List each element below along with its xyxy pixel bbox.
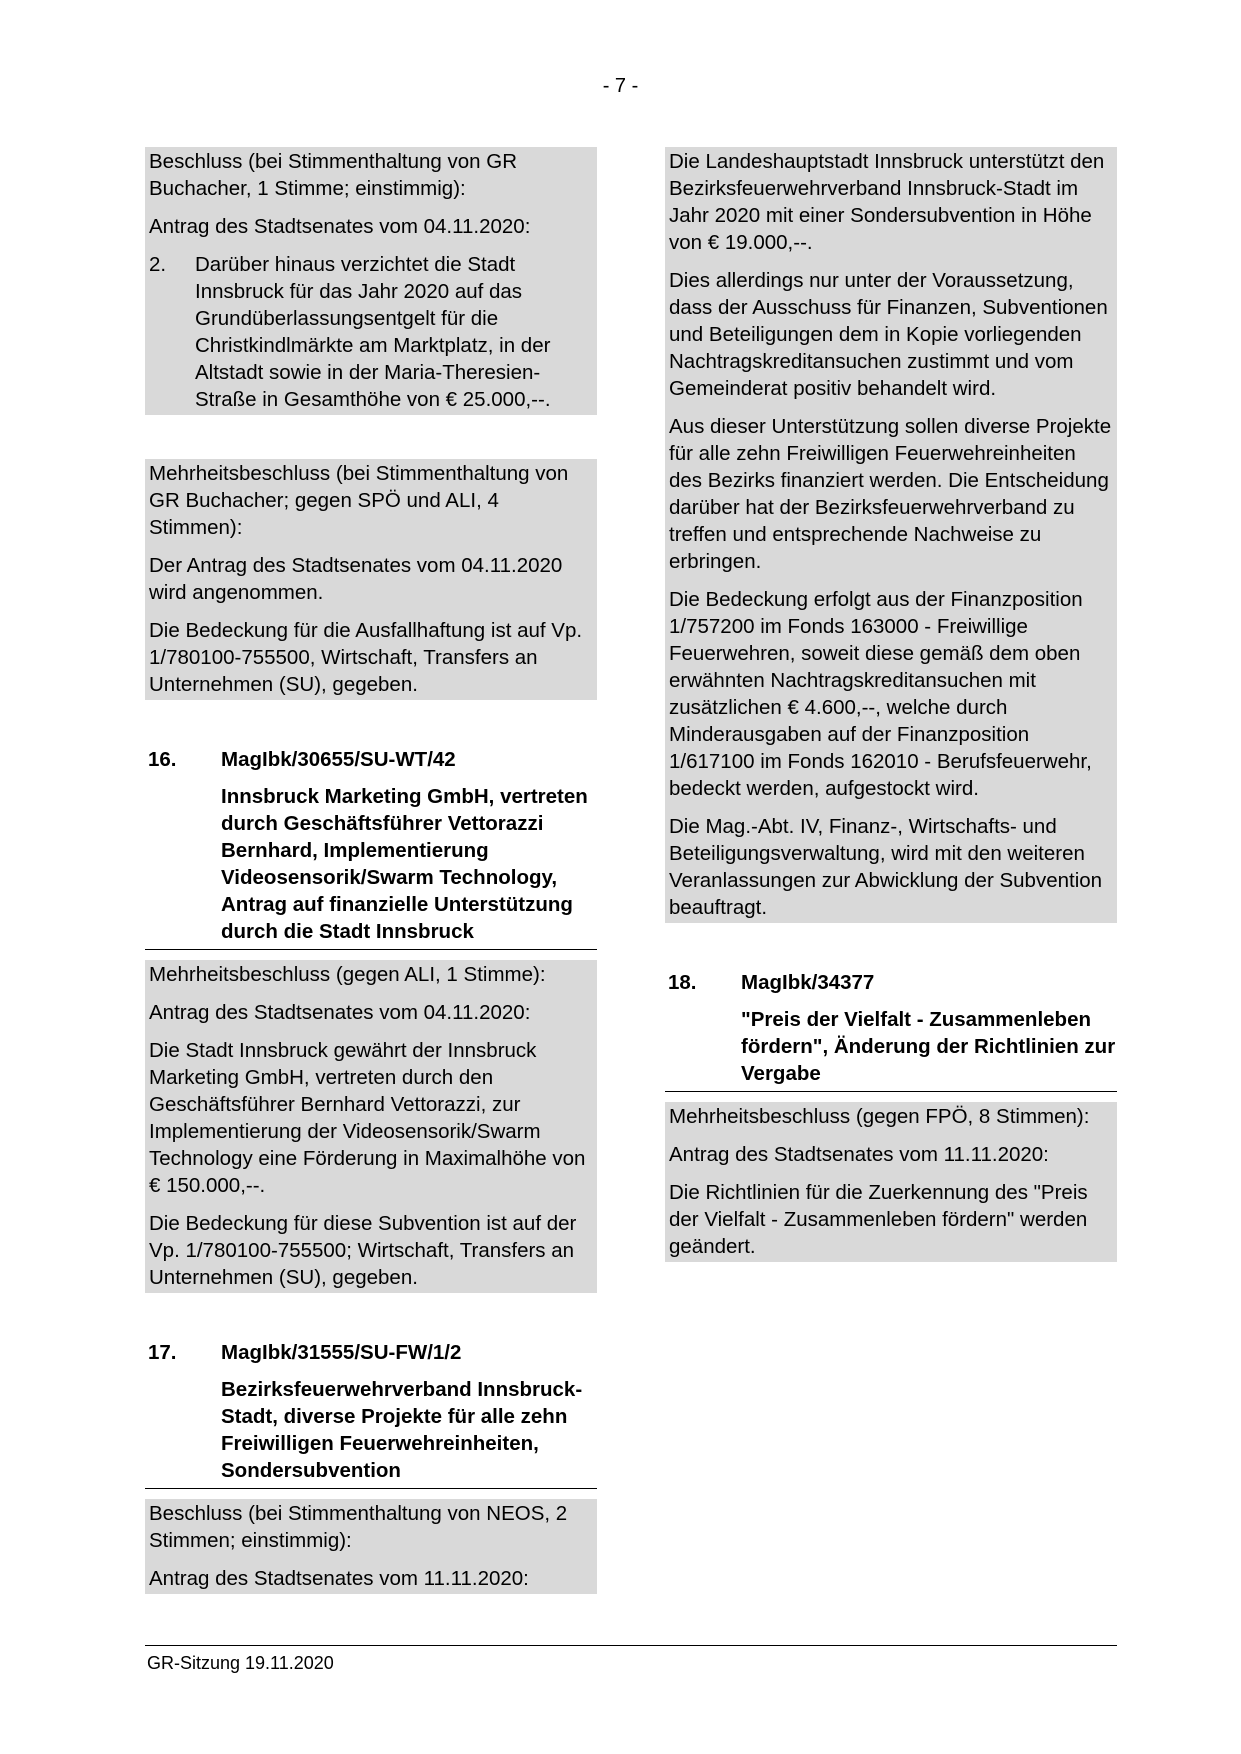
resolution-block <box>145 1499 597 1594</box>
section-number: 16. <box>148 748 177 771</box>
assignment-text: Die Mag.-Abt. IV, Finanz-, Wirtschafts- und Beteiligungsverwaltung, wird mit den weiteren Veranlassungen zur Abwicklung der Subvention beauftragt. <box>669 815 1103 919</box>
motion-text: Der Antrag des Stadtsenates vom 04.11.2020 wird angenommen. <box>149 554 563 604</box>
item-text: Darüber hinaus verzichtet die Stadt Innsbruck für das Jahr 2020 auf das Grundüberlassungsentgelt für die Christkindlmärkte am Marktplatz, in der Altstadt sowie in der Maria-Theresien-Straße in Gesamthöhe von € 25.000,--. <box>195 253 551 411</box>
motion-text: Die Landeshauptstadt Innsbruck unterstützt den Bezirksfeuerwehrverband Innsbruck-Stadt im Jahr 2020 mit einer Sondersubvention in Höhe von € 19.000,--. <box>669 150 1105 254</box>
left-column <box>145 147 597 1594</box>
resolution-block-ausfallhaftung <box>145 459 597 700</box>
section-title: Bezirksfeuerwehrverband Innsbruck-Stadt, diverse Projekte für alle zehn Freiwilligen Feuerwehreinheiten, Sondersubvention <box>145 1376 597 1489</box>
motion-date: Antrag des Stadtsenates vom 04.11.2020: <box>149 215 531 238</box>
section-code: MagIbk/30655/SU-WT/42 <box>221 748 456 771</box>
resolution-text: Beschluss (bei Stimmenthaltung von NEOS, 2 Stimmen; einstimmig): <box>149 1502 568 1552</box>
item-number: 2. <box>149 253 167 276</box>
section-code: MagIbk/31555/SU-FW/1/2 <box>221 1341 462 1364</box>
motion-date: Antrag des Stadtsenates vom 11.11.2020: <box>669 1143 1049 1166</box>
page-number: - 7 - <box>602 75 639 97</box>
section-title: Innsbruck Marketing GmbH, vertreten durch Geschäftsführer Vettorazzi Bernhard, Implementierung Videosensorik/Swarm Technology, Antrag auf finanzielle Unterstützung durch die Stadt Innsbruck <box>145 783 597 950</box>
section-16 <box>145 746 597 1293</box>
section-number: 17. <box>148 1341 177 1364</box>
section-code: MagIbk/34377 <box>741 971 875 994</box>
resolution-block <box>145 960 597 1293</box>
footer-text: GR-Sitzung 19.11.2020 <box>147 1653 334 1673</box>
section-heading <box>145 1339 597 1366</box>
motion-text: Die Richtlinien für die Zuerkennung des "Preis der Vielfalt - Zusammenleben fördern" werden geändert. <box>669 1181 1088 1258</box>
section-heading <box>145 746 597 773</box>
resolution-text: Mehrheitsbeschluss (bei Stimmenthaltung von GR Buchacher; gegen SPÖ und ALI, 4 Stimmen): <box>149 462 569 539</box>
motion-text: Die Stadt Innsbruck gewährt der Innsbruck Marketing GmbH, vertreten durch den Geschäftsführer Bernhard Vettorazzi, zur Implementierung der Videosensorik/Swarm Technology eine Förderung in Maximalhöhe von € 150.000,--. <box>149 1039 586 1197</box>
section-title: "Preis der Vielfalt - Zusammenleben fördern", Änderung der Richtlinien zur Vergabe <box>665 1006 1117 1092</box>
numbered-item <box>149 251 593 413</box>
right-column <box>665 147 1117 1262</box>
section-18 <box>665 969 1117 1262</box>
funding-text: Die Bedeckung für diese Subvention ist auf der Vp. 1/780100-755500; Wirtschaft, Transfers an Unternehmen (SU), gegeben. <box>149 1212 577 1289</box>
motion-date: Antrag des Stadtsenates vom 11.11.2020: <box>149 1567 529 1590</box>
funding-text: Die Bedeckung für die Ausfallhaftung ist auf Vp. 1/780100-755500, Wirtschaft, Transfers an Unternehmen (SU), gegeben. <box>149 619 583 696</box>
funding-text: Die Bedeckung erfolgt aus der Finanzposition 1/757200 im Fonds 163000 - Freiwillige Feuerwehren, soweit diese gemäß dem oben erwähnten Nachtragskreditansuchen mit zusätzlichen € 4.600,--, welche durch Minderausgaben auf der Finanzposition 1/617100 im Fonds 162010 - Berufsfeuerwehr, bedeckt werden, aufgestockt wird. <box>669 588 1092 800</box>
subsidy-block-feuerwehr <box>665 147 1117 923</box>
section-17 <box>145 1339 597 1594</box>
resolution-block <box>665 1102 1117 1262</box>
resolution-text: Beschluss (bei Stimmenthaltung von GR Buchacher, 1 Stimme; einstimmig): <box>149 150 518 200</box>
section-heading <box>665 969 1117 996</box>
motion-date: Antrag des Stadtsenates vom 04.11.2020: <box>149 1001 531 1024</box>
section-number: 18. <box>668 971 697 994</box>
resolution-text: Mehrheitsbeschluss (gegen FPÖ, 8 Stimmen): <box>669 1105 1090 1128</box>
resolution-block-christkindlmarkt <box>145 147 597 415</box>
purpose-text: Aus dieser Unterstützung sollen diverse Projekte für alle zehn Freiwilligen Feuerwehreinheiten des Bezirks finanziert werden. Die Entscheidung darüber hat der Bezirksfeuerwehrverband zu treffen und entsprechende Nachweise zu erbringen. <box>669 415 1112 573</box>
footer-divider <box>145 1645 1117 1646</box>
condition-text: Dies allerdings nur unter der Voraussetzung, dass der Ausschuss für Finanzen, Subventionen und Beteiligungen dem in Kopie vorliegenden Nachtragskreditansuchen zustimmt und vom Gemeinderat positiv behandelt wird. <box>669 269 1108 400</box>
resolution-text: Mehrheitsbeschluss (gegen ALI, 1 Stimme): <box>149 963 546 986</box>
